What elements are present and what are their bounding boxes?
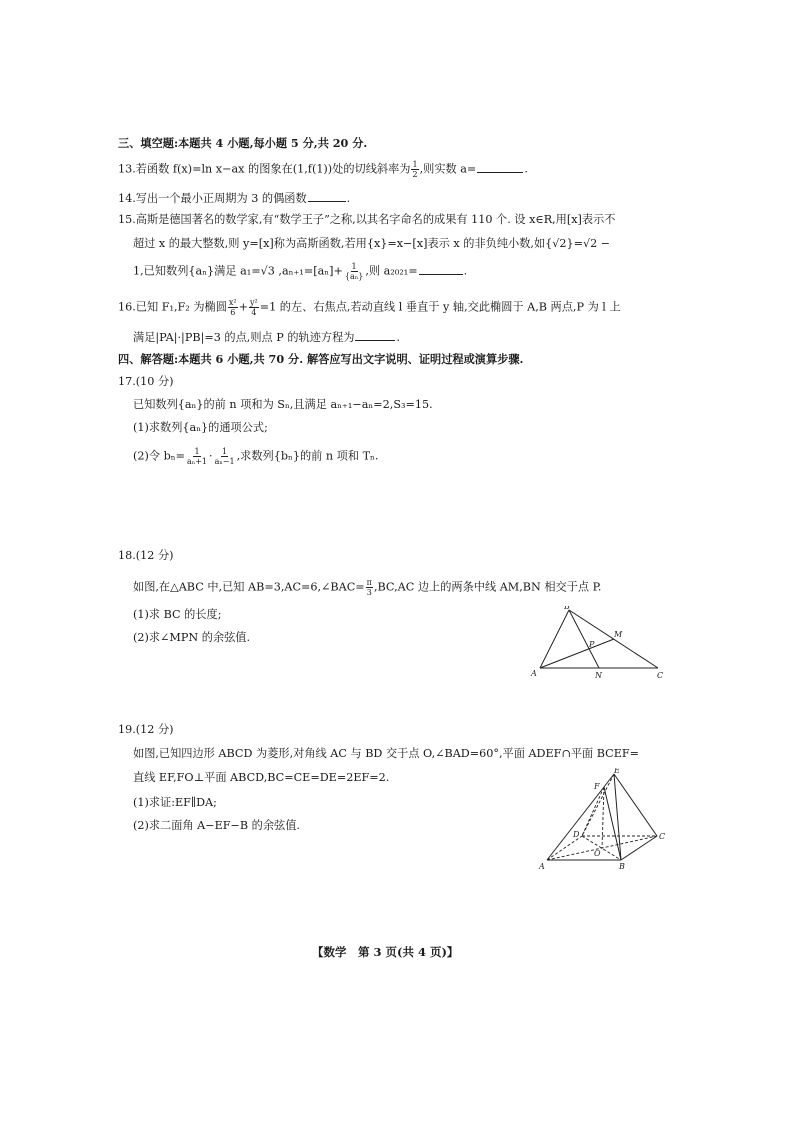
segment-ab [540, 610, 569, 668]
label-a: A [539, 862, 545, 871]
q16-fraction-1 [228, 298, 238, 317]
q16-line1-b: =1 的左、右焦点,若动直线 l 垂直于 y 轴,交此椭圆于 A,B 两点,P 为 l 上 [259, 300, 621, 314]
label-n: N [595, 671, 602, 680]
q17-part2-b: ,求数列{bₙ}的前 n 项和 Tₙ. [236, 449, 379, 463]
q13-text-c: . [524, 162, 528, 176]
q17-title: 17.(10 分) [118, 375, 174, 388]
q15-line3-b: ,则 a₂₀₂₁= [365, 264, 418, 278]
label-f: F [594, 782, 600, 791]
q17-stem: 已知数列{aₙ}的前 n 项和为 Sₙ,且满足 aₙ₊₁−aₙ=2,S₃=15. [133, 398, 433, 411]
q15-frac-num: 1 [351, 262, 357, 271]
question-15-line-1: 15.高斯是德国著名的数学家,有“数学王子”之称,以其名字命名的成果有 110 个. 设 x∈R,用[x]表示不 [118, 213, 616, 226]
q18-triangle-svg [528, 606, 668, 680]
q17-part-2 [133, 447, 378, 466]
q16-plus: + [238, 300, 248, 314]
edge-ec [614, 774, 657, 836]
label-c: C [659, 832, 666, 841]
section-4-heading: 四、解答题:本题共 6 小题,共 70 分. 解答应写出文字说明、证明过程或演算步骤. [118, 352, 524, 366]
edge-fe [604, 774, 614, 787]
q16-line2-b: . [396, 331, 401, 344]
label-c: C [657, 671, 664, 680]
q15-frac-den: {aₙ} [344, 272, 364, 281]
q16-frac1-den: 6 [230, 308, 236, 317]
q15-answer-blank [419, 263, 463, 275]
q16-answer-blank [355, 329, 395, 341]
q19-solid-svg [536, 768, 672, 872]
q13-answer-blank [477, 161, 523, 173]
q16-line2-a: 满足|PA|·|PB|=3 的点,则点 P 的轨迹方程为 [133, 331, 355, 344]
q17-part-1: (1)求数列{aₙ}的通项公式; [133, 421, 268, 434]
q18-part-2: (2)求∠MPN 的余弦值. [133, 631, 251, 644]
q15-line3-a: 1,已知数列{aₙ}满足 a₁=√3 ,aₙ₊₁=[aₙ]+ [133, 264, 343, 278]
q16-frac1-num: x² [228, 298, 237, 307]
q17-f1-num: 1 [194, 447, 200, 456]
label-a: A [531, 669, 537, 678]
q17-fraction-2 [214, 447, 236, 466]
label-m: M [614, 630, 623, 639]
page-footer: 【数学 第 3 页(共 4 页)】 [312, 945, 459, 959]
q15-fraction [344, 262, 364, 281]
q17-fraction-1 [186, 447, 208, 466]
q17-f2-num: 1 [222, 447, 228, 456]
label-d: D [573, 830, 580, 839]
question-14 [118, 190, 350, 207]
question-16-line-2 [133, 329, 400, 346]
q19-part-1: (1)求证:EF∥DA; [133, 796, 217, 809]
edge-bc [621, 836, 657, 860]
question-16-line-1 [118, 298, 621, 317]
q16-frac2-num: y² [250, 298, 258, 307]
q18-fraction [366, 578, 373, 597]
q14-answer-blank [308, 190, 346, 202]
label-o: O [594, 849, 601, 858]
q13-frac-den: 2 [412, 170, 418, 179]
label-b: B [619, 862, 625, 871]
median-am [540, 639, 614, 668]
q15-line3-c: . [463, 264, 468, 278]
diagonal-bd [582, 836, 621, 860]
q19-solid-figure [536, 768, 672, 872]
label-e: E [614, 768, 620, 775]
q16-fraction-2 [249, 298, 259, 317]
q18-part-1: (1)求 BC 的长度; [133, 608, 222, 621]
label-b: B [564, 606, 570, 611]
q18-triangle-figure [528, 606, 668, 680]
q18-stem [133, 578, 601, 597]
label-p: P [589, 640, 595, 649]
question-15-line-2: 超过 x 的最大整数,则 y=[x]称为高斯函数,若用{x}=x−[x]表示 x 的非负纯小数,如{√2}=√2 − [133, 237, 611, 250]
q16-frac2-den: 4 [251, 308, 257, 317]
q13-text-b: ,则实数 a= [419, 162, 477, 176]
question-13 [118, 160, 528, 179]
question-15-line-3 [133, 262, 467, 281]
q16-line1-a: 16.已知 F₁,F₂ 为椭圆 [118, 300, 227, 314]
q18-frac-den: 3 [366, 588, 372, 597]
q19-line-2: 直线 EF,FO⊥平面 ABCD,BC=CE=DE=2EF=2. [133, 771, 390, 784]
q18-stem-a: 如图,在△ABC 中,已知 AB=3,AC=6,∠BAC= [133, 580, 365, 594]
q13-text-a: 13.若函数 f(x)=ln x−ax 的图象在(1,f(1))处的切线斜率为 [118, 162, 411, 176]
q18-frac-num: π [366, 578, 372, 587]
q17-dot: · [209, 449, 213, 463]
q19-part-2: (2)求二面角 A−EF−B 的余弦值. [133, 819, 300, 832]
q19-line-1: 如图,已知四边形 ABCD 为菱形,对角线 AC 与 BD 交于点 O,∠BAD=60°,平面 ADEF∩平面 BCEF= [133, 747, 640, 760]
section-3-heading: 三、填空题:本题共 4 小题,每小题 5 分,共 20 分. [118, 136, 368, 150]
q17-part2-a: (2)令 bₙ= [133, 449, 185, 463]
q14-text-a: 14.写出一个最小正周期为 3 的偶函数 [118, 192, 307, 205]
q17-f2-den: aₙ−1 [214, 457, 235, 466]
q18-title: 18.(12 分) [118, 549, 174, 562]
median-bn [569, 610, 599, 668]
q13-fraction [411, 160, 418, 179]
q13-frac-num: 1 [412, 160, 418, 169]
q19-title: 19.(12 分) [118, 723, 174, 736]
q14-text-b: . [346, 192, 351, 205]
q18-stem-b: ,BC,AC 边上的两条中线 AM,BN 相交于点 P. [373, 580, 602, 594]
q17-f1-den: aₙ+1 [186, 457, 207, 466]
